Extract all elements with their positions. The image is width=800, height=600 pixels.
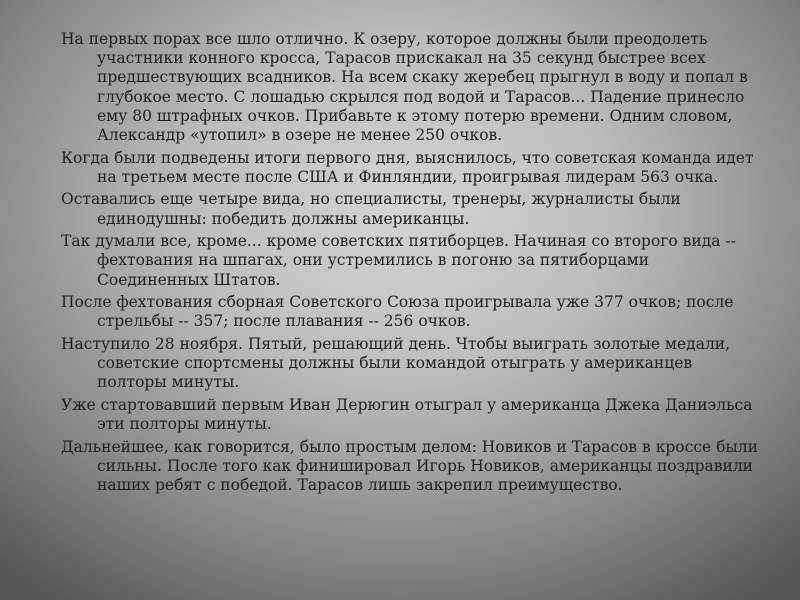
paragraph-deryugin: Уже стартовавший первым Иван Дерюгин отыграл у американца Джека Даниэльса эти полторы минуты. bbox=[61, 396, 753, 434]
paragraph-four-events-left: Оставались еще четыре вида, но специалисты, тренеры, журналисты были единодушны: победить должны американцы. bbox=[61, 190, 681, 228]
slide-text-body bbox=[61, 30, 761, 499]
paragraph-victory: Дальнейшее, как говорится, было простым делом: Новиков и Тарасов в кроссе были сильны. После того как финишировал Игорь Новиков, американцы поздравили наших ребят с победой. Тарасов лишь закрепил преимущество. bbox=[61, 437, 758, 495]
paragraph-score-gap: После фехтования сборная Советского Союза проигрывала уже 377 очков; после стрельбы -- 357; после плавания -- 256 очков. bbox=[61, 293, 734, 331]
paragraph-decisive-day: Наступило 28 ноября. Пятый, решающий день. Чтобы выиграть золотые медали, советские спортсмены должны были командой отыграть у американцев полторы минуты. bbox=[61, 335, 731, 392]
paragraph-first-day-results: Когда были подведены итоги первого дня, выяснилось, что советская команда идет на третьем месте после США и Финляндии, проигрывая лидерам 563 очка. bbox=[61, 148, 754, 186]
paragraph-chase-begins: Так думали все, кроме... кроме советских пятиборцев. Начиная со второго вида -- фехтования на шпагах, они устремились в погоню за пятиборцами Соединенных Штатов. bbox=[61, 232, 736, 289]
paragraph-lake-fall: На первых порах все шло отлично. К озеру, которое должны были преодолеть участники конного кросса, Тарасов прискакал на 35 секунд быстрее всех предшествующих всадников. На всем скаку жеребец прыгнул в воду и попал в глубокое место. С лошадью скрылся под водой и Тарасов... Падение принесло ему 80 штрафных очков. Прибавьте к этому потерю времени. Одним словом, Александр «утопил» в озере не менее 250 очков. bbox=[61, 30, 748, 145]
